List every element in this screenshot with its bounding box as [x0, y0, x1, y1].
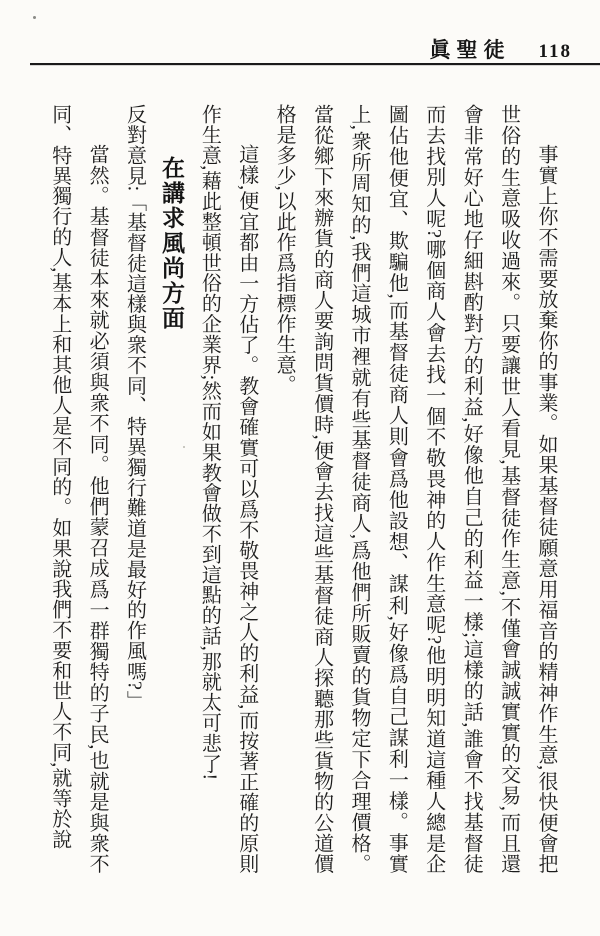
- scan-artifact: [33, 16, 36, 19]
- paragraph-business-witness: 事實上你不需要放棄你的事業。如果基督徒願意用福音的精神作生意,很快便會把世俗的生意吸收過來。只要讓世人看見,基督徒作生意,不僅會誠誠實實的交易,而且還會非常好心地仔細斟酌對方的利益,好像他自己的利益一樣;這樣的話,誰會不找基督徒而去找別人呢?哪個商人會去找一個不敬畏神的人作生意呢?他明明知道這種人總是企圖佔他便宜、欺騙他,而基督徒商人則會爲他設想、謀利,好像爲自己謀利一樣。事實上,衆所周知的,我們這城市裡就有些基督徒商人,爲他們所販賣的貨物定下合理價格。當從鄉下來辦貨的商人要詢問貨價時,便會去找這些基督徒商人探聽那些貨物的公道價格是多少,以此作爲指標作生意。: [273, 104, 557, 874]
- paragraph-answer-distinct-people: 當然。基督徒本來就必須與衆不同。他們蒙召成爲一群獨特的子民,也就是與衆不同、特異獨行的人,基本上和其他人是不同的。如果說我們不要和世人不同,就等於說: [48, 104, 109, 874]
- page-number: 118: [538, 41, 572, 62]
- paragraph-church-reform: 這樣,便宜都由一方佔了。教會確實可以爲不敬畏神之人的利益,而按著正確的原則作生意,藉此整頓世俗的企業界;然而如果教會做不到這點的話,那就太可悲了!: [198, 104, 258, 874]
- section-heading-fashion: 在講求風尚方面: [158, 156, 184, 331]
- running-head: [430, 34, 572, 64]
- book-title: 眞聖徒: [429, 38, 511, 62]
- paragraph-objection: 反對意見:「基督徒這樣與衆不同、特異獨行難道是最好的作風嗎?」: [123, 104, 146, 711]
- vertical-text-body: [40, 104, 564, 874]
- header-divider: [30, 63, 600, 65]
